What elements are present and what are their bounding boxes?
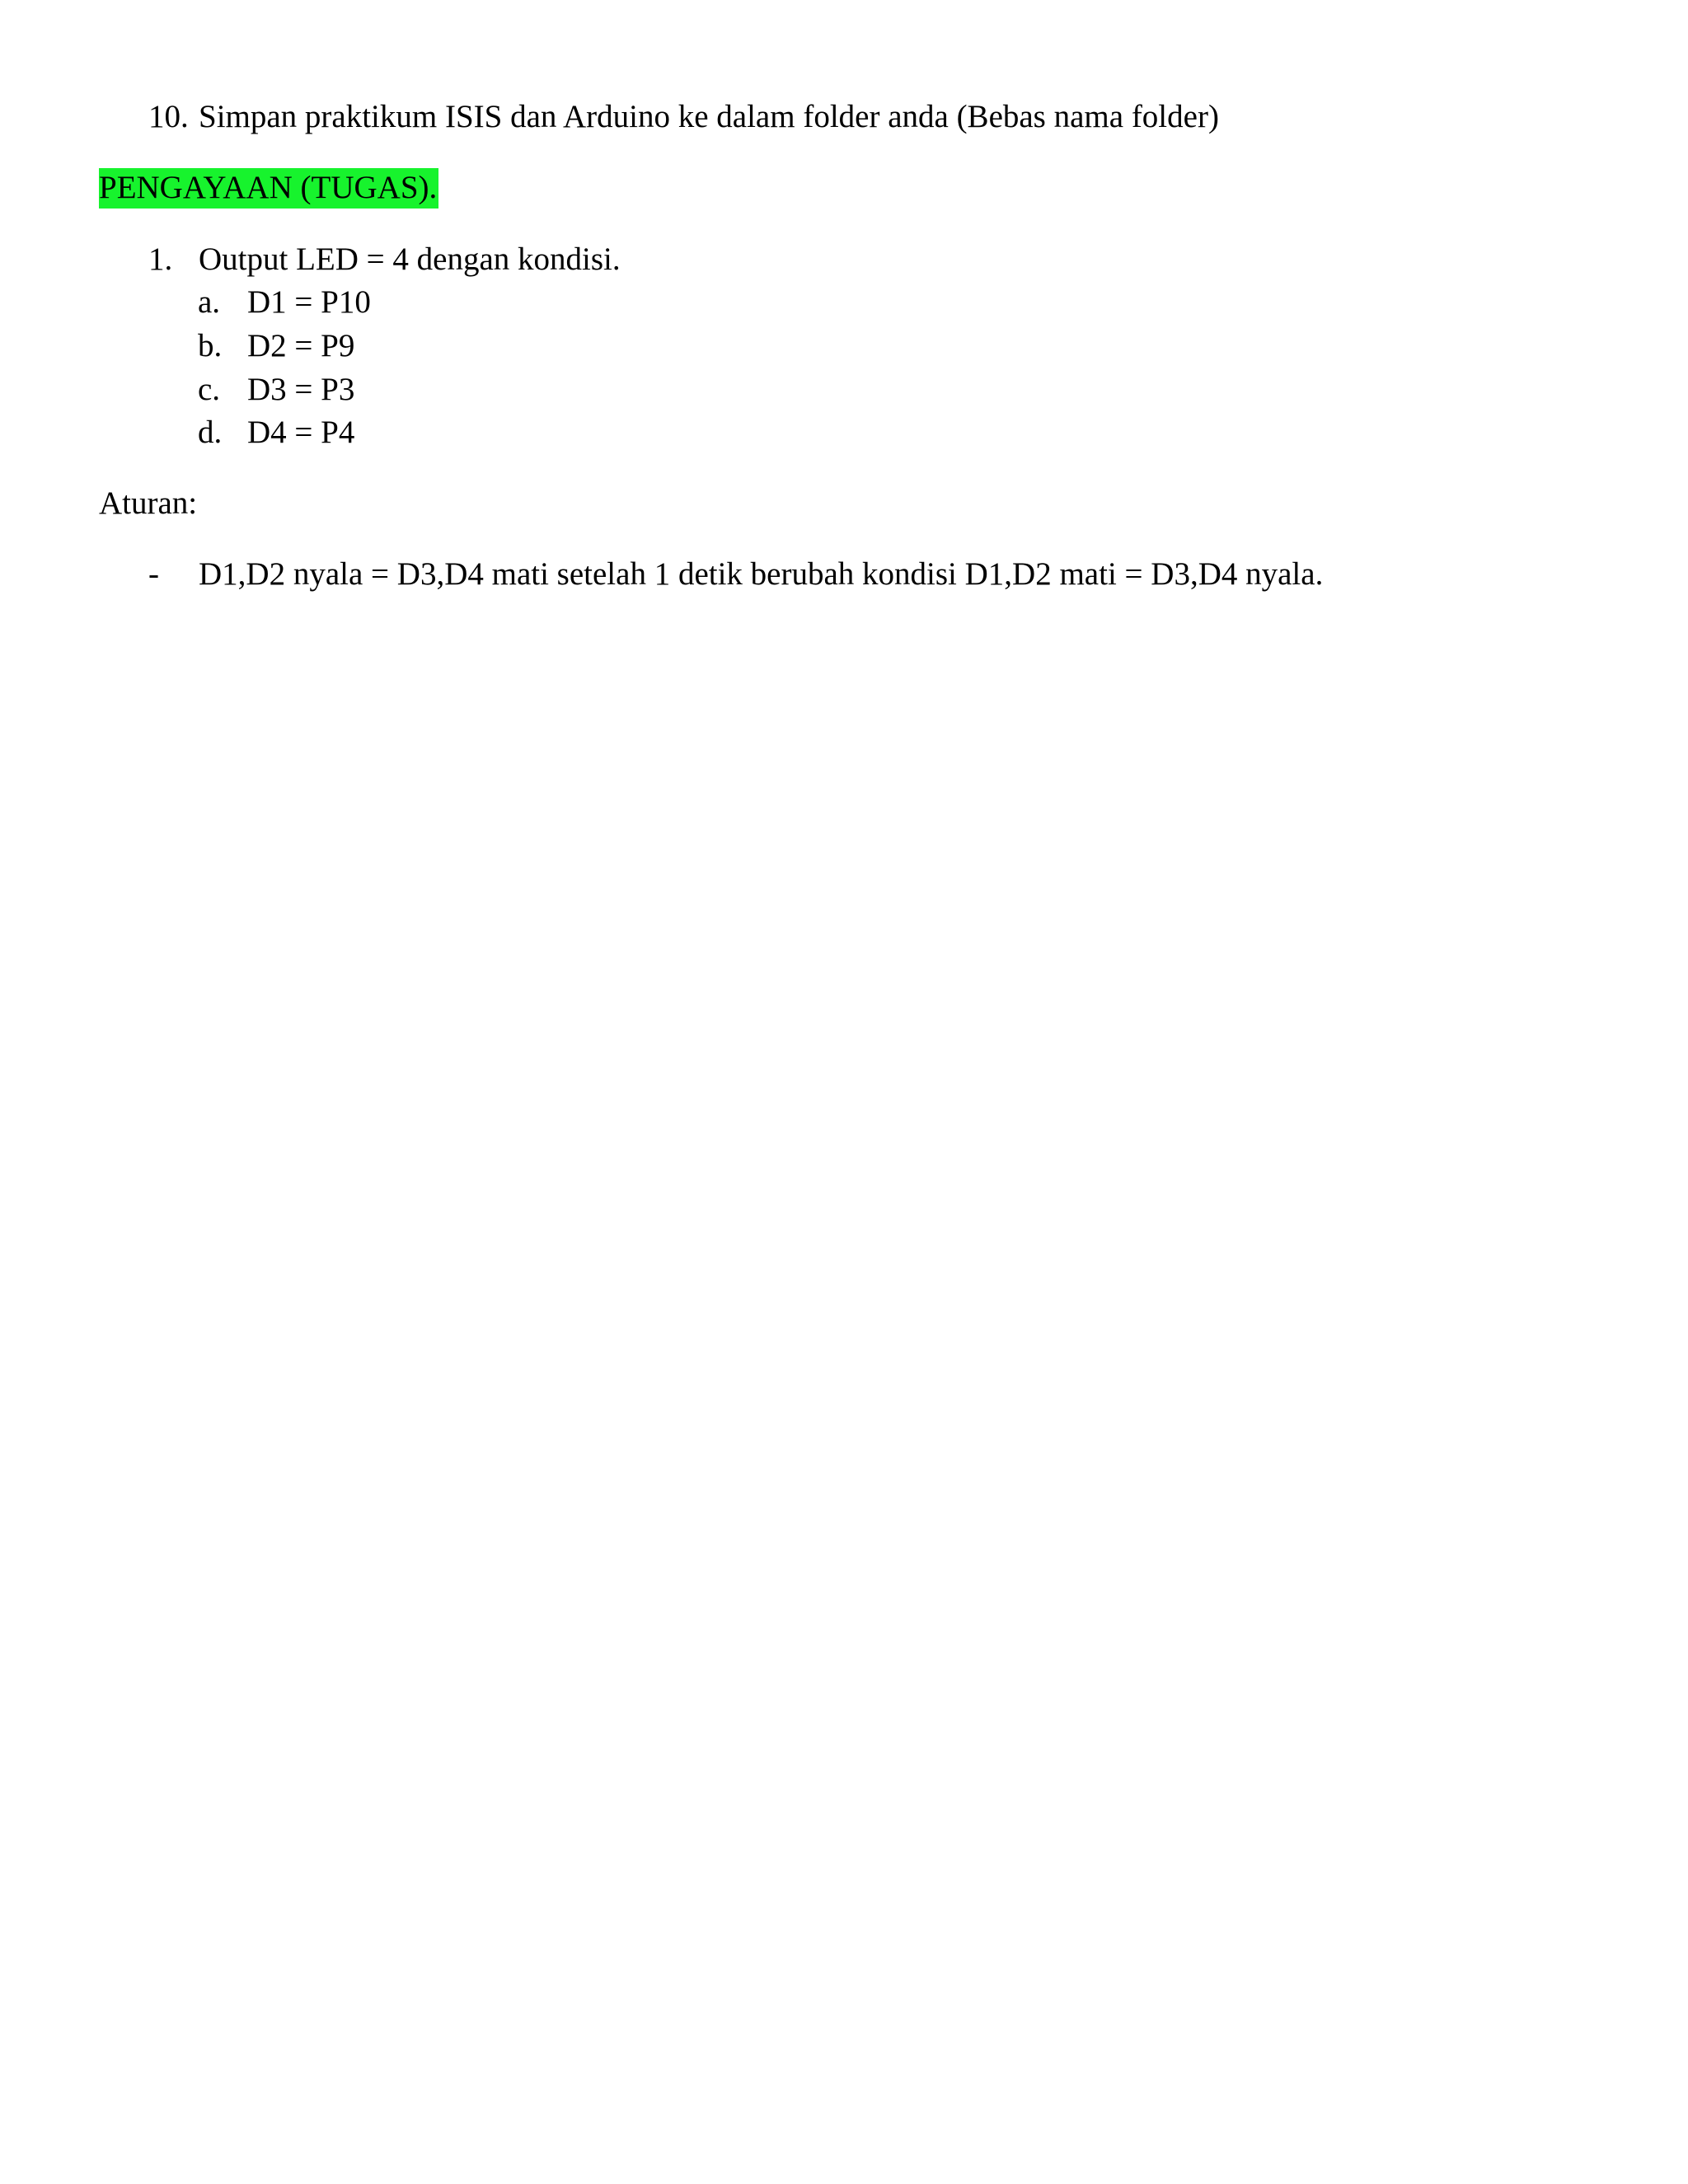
rules-label: Aturan: — [99, 485, 198, 521]
list-item-text: Output LED = 4 dengan kondisi. — [199, 241, 621, 277]
sub-item-text: D2 = P9 — [247, 328, 355, 363]
sub-item-text: D3 = P3 — [247, 372, 355, 407]
list-number: 1. — [148, 241, 173, 277]
list-item-text: Simpan praktikum ISIS dan Arduino ke dalam folder anda (Bebas nama folder) — [199, 99, 1219, 134]
list-number: 10. — [148, 99, 189, 134]
sub-item-text: D1 = P10 — [247, 284, 371, 320]
sub-item-text: D4 = P4 — [247, 415, 355, 450]
rule-text: D1,D2 nyala = D3,D4 mati setelah 1 detik berubah kondisi D1,D2 mati = D3,D4 nyala. — [199, 556, 1324, 592]
section-heading: PENGAYAAN (TUGAS). — [99, 168, 438, 209]
section-heading-line — [99, 168, 438, 208]
sub-item-marker: c. — [198, 372, 221, 407]
sub-item-marker: d. — [198, 415, 223, 450]
sub-item-marker: a. — [198, 284, 221, 320]
bullet-dash: - — [148, 556, 159, 592]
sub-item-marker: b. — [198, 328, 223, 363]
